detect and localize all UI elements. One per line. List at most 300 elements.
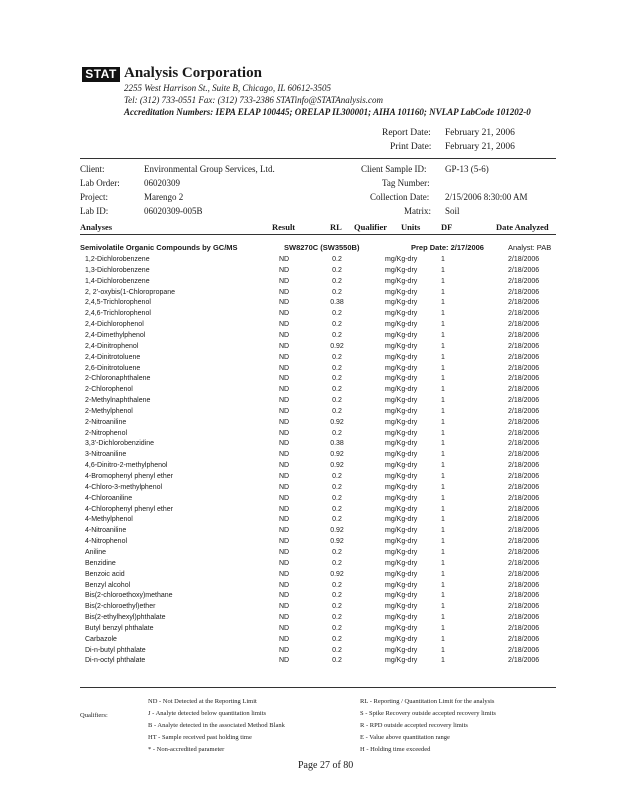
table-row <box>0 299 642 310</box>
units-value: mg/Kg-dry <box>385 386 418 394</box>
units-value: mg/Kg-dry <box>385 407 418 415</box>
rl-value: 0.2 <box>332 624 342 632</box>
qualifier-star: * - Non-accredited parameter <box>148 746 225 753</box>
table-row <box>0 527 642 538</box>
table-row <box>0 495 642 506</box>
rl-value: 0.2 <box>332 516 342 524</box>
df-value: 1 <box>441 375 445 383</box>
table-row <box>0 625 642 636</box>
table-row <box>0 289 642 300</box>
rl-value: 0.2 <box>332 473 342 480</box>
table-row <box>0 365 642 376</box>
analyte-name: 3-Nitroaniline <box>85 451 127 459</box>
analyte-name: 4-Nitrophenol <box>85 538 128 546</box>
table-row <box>0 419 642 430</box>
rl-value: 0.2 <box>332 353 342 361</box>
footer-divider <box>80 687 556 688</box>
project-value: Marengo 2 <box>144 192 184 202</box>
result-value: ND <box>278 559 290 567</box>
method-code: SW8270C (SW3550B) <box>284 243 360 252</box>
table-row <box>0 310 642 321</box>
rl-value: 0.2 <box>332 657 342 665</box>
analyte-name: 2-Chloronaphthalene <box>85 375 151 383</box>
units-value: mg/Kg-dry <box>385 559 418 567</box>
df-value: 1 <box>441 559 445 567</box>
date-analyzed-value: 2/18/2006 <box>508 429 540 437</box>
units-value: mg/Kg-dry <box>385 603 418 611</box>
date-analyzed-value: 2/18/2006 <box>508 603 540 611</box>
df-value: 1 <box>441 494 445 502</box>
date-analyzed-value: 2/18/2006 <box>508 288 540 296</box>
df-value: 1 <box>441 321 445 329</box>
analyte-name: 4-Chloro-3-methylphenol <box>85 483 163 491</box>
col-rl: RL <box>330 222 342 232</box>
date-analyzed-value: 2/18/2006 <box>508 407 540 415</box>
df-value: 1 <box>441 418 445 426</box>
rl-value: 0.2 <box>332 635 342 643</box>
date-analyzed-value: 2/18/2006 <box>508 353 540 361</box>
rl-value: 0.2 <box>332 277 342 285</box>
units-value: mg/Kg-dry <box>385 331 418 339</box>
result-value: ND <box>278 299 290 307</box>
analyte-name: 2,4-Dichlorophenol <box>85 321 144 329</box>
rl-value: 0.2 <box>332 548 342 556</box>
analyte-name: 1,2-Dichlorobenzene <box>85 256 150 263</box>
analyte-name: Di-n-octyl phthalate <box>85 657 146 665</box>
column-divider <box>80 234 556 235</box>
units-value: mg/Kg-dry <box>385 342 418 350</box>
units-value: mg/Kg-dry <box>385 375 418 383</box>
result-value: ND <box>278 548 290 556</box>
units-value: mg/Kg-dry <box>385 570 418 578</box>
df-value: 1 <box>441 288 445 296</box>
rl-value: 0.2 <box>332 559 342 567</box>
company-address: 2255 West Harrison St., Suite B, Chicago, IL 60612-3505 <box>124 83 332 93</box>
result-value: ND <box>278 266 290 274</box>
table-row <box>0 506 642 517</box>
report-date-label: Report Date: <box>382 128 431 138</box>
date-analyzed-value: 2/18/2006 <box>508 418 540 426</box>
analyte-name: 2-Nitrophenol <box>85 429 128 437</box>
date-analyzed-value: 2/18/2006 <box>508 559 540 567</box>
result-value: ND <box>278 386 290 394</box>
df-value: 1 <box>441 505 445 513</box>
date-analyzed-value: 2/18/2006 <box>508 462 540 470</box>
units-value: mg/Kg-dry <box>385 624 418 632</box>
df-value: 1 <box>441 277 445 285</box>
rl-value: 0.38 <box>330 440 344 448</box>
table-row <box>0 614 642 625</box>
table-row <box>0 408 642 419</box>
rl-value: 0.92 <box>330 462 344 470</box>
print-date: February 21, 2006 <box>445 142 515 152</box>
collection-date-label: Collection Date: <box>370 192 430 202</box>
print-date-label: Print Date: <box>390 142 432 152</box>
date-analyzed-value: 2/18/2006 <box>508 592 540 600</box>
date-analyzed-value: 2/18/2006 <box>508 397 540 405</box>
df-value: 1 <box>441 386 445 394</box>
analyte-name: 2-Chlorophenol <box>85 386 133 394</box>
result-value: ND <box>278 527 290 535</box>
units-value: mg/Kg-dry <box>385 614 418 622</box>
analyte-name: 4-Chloroaniline <box>85 494 133 502</box>
date-analyzed-value: 2/18/2006 <box>508 538 540 546</box>
qualifier-nd: ND - Not Detected at the Reporting Limit <box>148 698 257 705</box>
analyte-name: 4-Methylphenol <box>85 516 133 524</box>
df-value: 1 <box>441 256 445 263</box>
date-analyzed-value: 2/18/2006 <box>508 321 540 329</box>
result-value: ND <box>278 310 290 318</box>
table-row <box>0 332 642 343</box>
result-value: ND <box>278 277 290 285</box>
rl-value: 0.2 <box>332 266 342 274</box>
date-analyzed-value: 2/18/2006 <box>508 342 540 350</box>
units-value: mg/Kg-dry <box>385 266 418 274</box>
rl-value: 0.92 <box>330 538 344 546</box>
date-analyzed-value: 2/18/2006 <box>508 581 540 589</box>
units-value: mg/Kg-dry <box>385 429 418 437</box>
df-value: 1 <box>441 266 445 274</box>
analyte-name: Aniline <box>85 548 107 556</box>
result-value: ND <box>278 375 290 383</box>
project-label: Project: <box>80 192 108 202</box>
result-value: ND <box>278 407 290 415</box>
result-value: ND <box>278 494 290 502</box>
table-row <box>0 484 642 495</box>
col-analyses: Analyses <box>80 222 113 232</box>
date-analyzed-value: 2/18/2006 <box>508 440 540 448</box>
analyte-name: 2-Nitroaniline <box>85 418 127 426</box>
date-analyzed-value: 2/18/2006 <box>508 505 540 513</box>
df-value: 1 <box>441 440 445 448</box>
date-analyzed-value: 2/18/2006 <box>508 624 540 632</box>
date-analyzed-value: 2/18/2006 <box>508 299 540 307</box>
df-value: 1 <box>441 592 445 600</box>
result-value: ND <box>278 451 290 459</box>
rl-value: 0.2 <box>332 494 342 502</box>
company-contact: Tel: (312) 733-0551 Fax: (312) 733-2386 STATinfo@STATAnalysis.com <box>124 95 384 105</box>
analyte-name: 2,4,5-Trichlorophenol <box>85 299 151 307</box>
df-value: 1 <box>441 397 445 405</box>
page-number: Page 27 of 80 <box>298 760 354 771</box>
rl-value: 0.2 <box>332 592 342 600</box>
table-row <box>0 582 642 593</box>
df-value: 1 <box>441 429 445 437</box>
rl-value: 0.92 <box>330 451 344 459</box>
analyte-name: Carbazole <box>85 635 117 643</box>
table-row <box>0 354 642 365</box>
analyte-name: 4-Nitroaniline <box>85 527 127 535</box>
units-value: mg/Kg-dry <box>385 462 418 470</box>
table-row <box>0 603 642 614</box>
table-row <box>0 321 642 332</box>
df-value: 1 <box>441 624 445 632</box>
date-analyzed-value: 2/18/2006 <box>508 483 540 491</box>
rl-value: 0.2 <box>332 364 342 372</box>
analyte-name: 1,4-Dichlorobenzene <box>85 277 150 285</box>
date-analyzed-value: 2/18/2006 <box>508 277 540 285</box>
units-value: mg/Kg-dry <box>385 646 418 654</box>
client-label: Client: <box>80 164 105 174</box>
col-units: Units <box>401 222 421 232</box>
rl-value: 0.2 <box>332 483 342 491</box>
qualifier-ht: HT - Sample received past holding time <box>148 734 252 741</box>
company-logo: STAT <box>82 67 120 82</box>
units-value: mg/Kg-dry <box>385 364 418 372</box>
units-value: mg/Kg-dry <box>385 592 418 600</box>
col-qualifier: Qualifier <box>354 222 388 232</box>
rl-value: 0.2 <box>332 321 342 329</box>
table-row <box>0 386 642 397</box>
df-value: 1 <box>441 646 445 654</box>
result-value: ND <box>278 342 290 350</box>
table-row <box>0 592 642 603</box>
units-value: mg/Kg-dry <box>385 516 418 524</box>
rl-value: 0.2 <box>332 603 342 611</box>
df-value: 1 <box>441 614 445 622</box>
table-row <box>0 571 642 582</box>
analyte-name: Benzoic acid <box>85 570 125 578</box>
rl-value: 0.2 <box>332 505 342 513</box>
date-analyzed-value: 2/18/2006 <box>508 570 540 578</box>
units-value: mg/Kg-dry <box>385 299 418 307</box>
table-row <box>0 375 642 386</box>
result-value: ND <box>278 440 290 448</box>
analyte-name: 2,4-Dimethylphenol <box>85 331 146 339</box>
units-value: mg/Kg-dry <box>385 635 418 643</box>
rl-value: 0.2 <box>332 375 342 383</box>
analyte-name: Bis(2-chloroethyl)ether <box>85 603 156 611</box>
date-analyzed-value: 2/18/2006 <box>508 494 540 502</box>
analyte-name: Benzyl alcohol <box>85 581 131 589</box>
rl-value: 0.2 <box>332 429 342 437</box>
df-value: 1 <box>441 299 445 307</box>
analyte-name: 4-Bromophenyl phenyl ether <box>85 473 173 480</box>
result-value: ND <box>278 624 290 632</box>
date-analyzed-value: 2/18/2006 <box>508 614 540 622</box>
rl-value: 0.2 <box>332 646 342 654</box>
date-analyzed-value: 2/18/2006 <box>508 310 540 318</box>
rl-value: 0.2 <box>332 614 342 622</box>
analyte-name: 2-Methylphenol <box>85 407 133 415</box>
df-value: 1 <box>441 407 445 415</box>
table-row <box>0 657 642 668</box>
result-value: ND <box>278 516 290 524</box>
result-value: ND <box>278 288 290 296</box>
date-analyzed-value: 2/18/2006 <box>508 657 540 665</box>
table-row <box>0 256 642 267</box>
df-value: 1 <box>441 310 445 318</box>
qualifier-j: J - Analyte detected below quantitation limits <box>148 710 267 717</box>
date-analyzed-value: 2/18/2006 <box>508 386 540 394</box>
result-value: ND <box>278 397 290 405</box>
date-analyzed-value: 2/18/2006 <box>508 364 540 372</box>
qualifier-e: E - Value above quantitation range <box>360 734 450 741</box>
date-analyzed-value: 2/18/2006 <box>508 266 540 274</box>
result-value: ND <box>278 657 290 665</box>
qualifier-rl: RL - Reporting / Quantitation Limit for the analysis <box>360 698 495 705</box>
qualifier-b: B - Analyte detected in the associated Method Blank <box>148 722 285 729</box>
analyte-name: 4-Chlorophenyl phenyl ether <box>85 505 173 513</box>
units-value: mg/Kg-dry <box>385 277 418 285</box>
units-value: mg/Kg-dry <box>385 473 418 480</box>
qualifier-s: S - Spike Recovery outside accepted recovery limits <box>360 710 496 717</box>
result-value: ND <box>278 473 290 480</box>
table-row <box>0 451 642 462</box>
prep-date: Prep Date: 2/17/2006 <box>411 243 484 252</box>
date-analyzed-value: 2/18/2006 <box>508 527 540 535</box>
units-value: mg/Kg-dry <box>385 310 418 318</box>
lab-id-label: Lab ID: <box>80 206 109 216</box>
result-value: ND <box>278 462 290 470</box>
table-row <box>0 473 642 484</box>
table-row <box>0 430 642 441</box>
analyte-name: 2,6-Dinitrotoluene <box>85 364 141 372</box>
header-divider <box>80 158 556 159</box>
table-row <box>0 516 642 527</box>
df-value: 1 <box>441 516 445 524</box>
rl-value: 0.92 <box>330 418 344 426</box>
company-name: Analysis Corporation <box>124 65 262 81</box>
result-value: ND <box>278 353 290 361</box>
units-value: mg/Kg-dry <box>385 451 418 459</box>
lab-id-value: 06020309-005B <box>144 206 203 216</box>
df-value: 1 <box>441 462 445 470</box>
result-value: ND <box>278 505 290 513</box>
analyte-name: Butyl benzyl phthalate <box>85 624 154 632</box>
result-value: ND <box>278 538 290 546</box>
rl-value: 0.92 <box>330 570 344 578</box>
table-row <box>0 343 642 354</box>
date-analyzed-value: 2/18/2006 <box>508 548 540 556</box>
matrix-value: Soil <box>445 206 460 216</box>
units-value: mg/Kg-dry <box>385 581 418 589</box>
rl-value: 0.92 <box>330 342 344 350</box>
result-value: ND <box>278 570 290 578</box>
col-df: DF <box>441 222 453 232</box>
analyte-name: Bis(2-chloroethoxy)methane <box>85 592 173 600</box>
units-value: mg/Kg-dry <box>385 527 418 535</box>
result-value: ND <box>278 364 290 372</box>
table-row <box>0 647 642 658</box>
analyte-name: 2,4-Dinitrophenol <box>85 342 139 350</box>
report-date: February 21, 2006 <box>445 128 515 138</box>
analyte-name: 2, 2'-oxybis(1-Chloropropane <box>85 288 176 296</box>
table-row <box>0 560 642 571</box>
sample-id-value: GP-13 (5-6) <box>445 164 489 174</box>
date-analyzed-value: 2/18/2006 <box>508 256 540 263</box>
rl-value: 0.2 <box>332 288 342 296</box>
analyte-name: 4,6-Dinitro-2-methylphenol <box>85 462 168 470</box>
result-value: ND <box>278 331 290 339</box>
df-value: 1 <box>441 657 445 665</box>
df-value: 1 <box>441 483 445 491</box>
df-value: 1 <box>441 570 445 578</box>
units-value: mg/Kg-dry <box>385 418 418 426</box>
df-value: 1 <box>441 527 445 535</box>
rl-value: 0.92 <box>330 527 344 535</box>
result-value: ND <box>278 418 290 426</box>
table-row <box>0 440 642 451</box>
units-value: mg/Kg-dry <box>385 288 418 296</box>
table-row <box>0 267 642 278</box>
analyte-name: Benzidine <box>85 559 116 567</box>
table-row <box>0 636 642 647</box>
units-value: mg/Kg-dry <box>385 538 418 546</box>
qualifiers-label: Qualifiers: <box>80 712 108 719</box>
rl-value: 0.2 <box>332 256 342 263</box>
units-value: mg/Kg-dry <box>385 397 418 405</box>
result-value: ND <box>278 483 290 491</box>
df-value: 1 <box>441 331 445 339</box>
result-value: ND <box>278 581 290 589</box>
rl-value: 0.38 <box>330 299 344 307</box>
units-value: mg/Kg-dry <box>385 353 418 361</box>
units-value: mg/Kg-dry <box>385 483 418 491</box>
df-value: 1 <box>441 342 445 350</box>
units-value: mg/Kg-dry <box>385 657 418 665</box>
units-value: mg/Kg-dry <box>385 548 418 556</box>
date-analyzed-value: 2/18/2006 <box>508 331 540 339</box>
df-value: 1 <box>441 451 445 459</box>
date-analyzed-value: 2/18/2006 <box>508 646 540 654</box>
method-name: Semivolatile Organic Compounds by GC/MS <box>80 243 238 252</box>
rl-value: 0.2 <box>332 310 342 318</box>
table-row <box>0 538 642 549</box>
rl-value: 0.2 <box>332 407 342 415</box>
df-value: 1 <box>441 635 445 643</box>
rl-value: 0.2 <box>332 331 342 339</box>
date-analyzed-value: 2/18/2006 <box>508 516 540 524</box>
collection-date-value: 2/15/2006 8:30:00 AM <box>445 192 528 202</box>
table-row <box>0 397 642 408</box>
result-value: ND <box>278 646 290 654</box>
accreditation-line: Accreditation Numbers: IEPA ELAP 100445; ORELAP IL300001; AIHA 101160; NVLAP LabCode 101202-0 <box>124 107 531 117</box>
df-value: 1 <box>441 473 445 480</box>
table-row <box>0 462 642 473</box>
matrix-label: Matrix: <box>404 206 431 216</box>
col-date-analyzed: Date Analyzed <box>496 222 549 232</box>
result-value: ND <box>278 256 290 263</box>
analyte-name: 2,4-Dinitrotoluene <box>85 353 141 361</box>
analyte-name: 1,3-Dichlorobenzene <box>85 266 150 274</box>
df-value: 1 <box>441 581 445 589</box>
units-value: mg/Kg-dry <box>385 494 418 502</box>
result-value: ND <box>278 614 290 622</box>
col-result: Result <box>272 222 296 232</box>
lab-order-label: Lab Order: <box>80 178 120 188</box>
lab-order-value: 06020309 <box>144 178 180 188</box>
rl-value: 0.2 <box>332 581 342 589</box>
rl-value: 0.2 <box>332 397 342 405</box>
units-value: mg/Kg-dry <box>385 440 418 448</box>
units-value: mg/Kg-dry <box>385 256 418 263</box>
analyte-name: Di-n-butyl phthalate <box>85 646 146 654</box>
date-analyzed-value: 2/18/2006 <box>508 451 540 459</box>
df-value: 1 <box>441 603 445 611</box>
result-value: ND <box>278 603 290 611</box>
tag-number-label: Tag Number: <box>382 178 430 188</box>
result-value: ND <box>278 635 290 643</box>
qualifier-h: H - Holding time exceeded <box>360 746 431 753</box>
date-analyzed-value: 2/18/2006 <box>508 375 540 383</box>
qualifier-r: R - RPD outside accepted recovery limits <box>360 722 468 729</box>
table-row <box>0 549 642 560</box>
date-analyzed-value: 2/18/2006 <box>508 473 540 480</box>
result-value: ND <box>278 321 290 329</box>
sample-id-label: Client Sample ID: <box>361 164 427 174</box>
df-value: 1 <box>441 353 445 361</box>
